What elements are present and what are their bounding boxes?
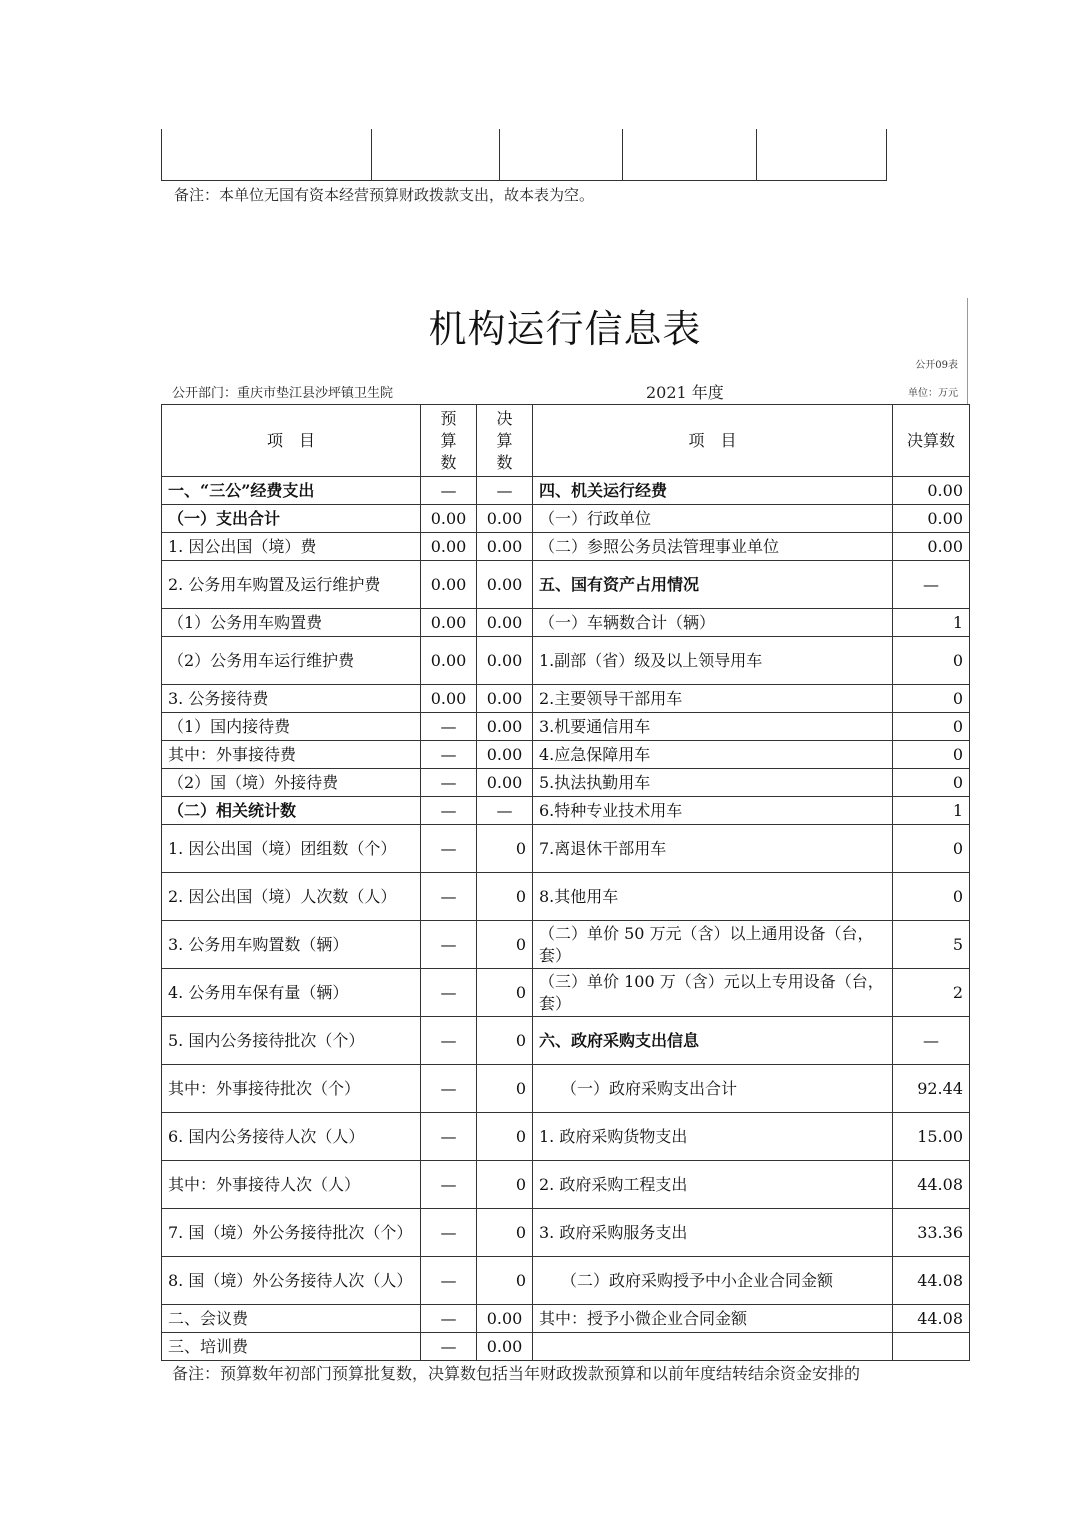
- row-budget: 0.00: [421, 561, 477, 609]
- row-budget: —: [421, 1257, 477, 1305]
- row-right-value: 15.00: [893, 1113, 970, 1161]
- row-budget: —: [421, 1113, 477, 1161]
- row-right-value: 2: [893, 969, 970, 1017]
- table-row: [162, 477, 970, 505]
- row-right-label: 2. 政府采购工程支出: [533, 1161, 893, 1209]
- row-budget: 0.00: [421, 609, 477, 637]
- row-right-label: （一）政府采购支出合计: [533, 1065, 893, 1113]
- table-row: [162, 713, 970, 741]
- row-label: 5. 国内公务接待批次（个）: [162, 1017, 421, 1065]
- row-budget: 0.00: [421, 533, 477, 561]
- table-row: [162, 1257, 970, 1305]
- table-row: [162, 1113, 970, 1161]
- row-label: 3. 公务接待费: [162, 685, 421, 713]
- row-right-label: [533, 1333, 893, 1361]
- row-right-value: —: [893, 1017, 970, 1065]
- year-label: 2021 年度: [646, 383, 724, 402]
- row-right-label: 7.离退休干部用车: [533, 825, 893, 873]
- row-final: 0: [477, 1257, 533, 1305]
- prev-cell: [757, 129, 887, 181]
- row-final: 0: [477, 1065, 533, 1113]
- row-label: 二、会议费: [162, 1305, 421, 1333]
- top-note: 备注：本单位无国有资本经营预算财政拨款支出，故本表为空。: [174, 186, 595, 204]
- row-right-value: 33.36: [893, 1209, 970, 1257]
- row-right-value: 0.00: [893, 505, 970, 533]
- row-budget: —: [421, 1017, 477, 1065]
- row-final: 0.00: [477, 637, 533, 685]
- table-row: [162, 609, 970, 637]
- row-final: 0.00: [477, 769, 533, 797]
- row-right-value: 0: [893, 769, 970, 797]
- prev-cell: [372, 129, 500, 181]
- bottom-note: 备注：预算数年初部门预算批复数，决算数包括当年财政拨款预算和以前年度结转结余资金安排的: [172, 1364, 861, 1383]
- row-right-value: 44.08: [893, 1161, 970, 1209]
- row-right-value: 0: [893, 873, 970, 921]
- row-final: 0.00: [477, 609, 533, 637]
- row-right-label: 8.其他用车: [533, 873, 893, 921]
- row-right-label: （三）单价 100 万（含）元以上专用设备（台，套）: [533, 969, 893, 1017]
- row-final: 0: [477, 1209, 533, 1257]
- title-side-line: [967, 298, 968, 404]
- table-row: [162, 741, 970, 769]
- row-final: —: [477, 477, 533, 505]
- table-row: [162, 533, 970, 561]
- row-right-value: 1: [893, 609, 970, 637]
- prev-cell: [623, 129, 757, 181]
- row-right-value: —: [893, 561, 970, 609]
- table-row: [162, 825, 970, 873]
- row-right-label: 六、政府采购支出信息: [533, 1017, 893, 1065]
- row-final: 0: [477, 969, 533, 1017]
- row-label: 其中：外事接待批次（个）: [162, 1065, 421, 1113]
- row-label: 2. 因公出国（境）人次数（人）: [162, 873, 421, 921]
- row-budget: —: [421, 873, 477, 921]
- row-budget: 0.00: [421, 685, 477, 713]
- row-right-value: 44.08: [893, 1305, 970, 1333]
- row-final: 0.00: [477, 741, 533, 769]
- table-row: [162, 561, 970, 609]
- row-final: 0.00: [477, 505, 533, 533]
- row-final: 0: [477, 825, 533, 873]
- row-budget: —: [421, 741, 477, 769]
- row-budget: 0.00: [421, 637, 477, 685]
- row-right-label: 6.特种专业技术用车: [533, 797, 893, 825]
- row-right-label: （一）行政单位: [533, 505, 893, 533]
- row-right-label: （一）车辆数合计（辆）: [533, 609, 893, 637]
- row-budget: —: [421, 1065, 477, 1113]
- row-label: 8. 国（境）外公务接待人次（人）: [162, 1257, 421, 1305]
- row-right-label: 1.副部（省）级及以上领导用车: [533, 637, 893, 685]
- row-label: 6. 国内公务接待人次（人）: [162, 1113, 421, 1161]
- row-right-value: 44.08: [893, 1257, 970, 1305]
- table-row: [162, 873, 970, 921]
- row-label: 一、“三公”经费支出: [162, 477, 421, 505]
- row-final: 0: [477, 1161, 533, 1209]
- header-final-right: 决算数: [893, 405, 970, 477]
- row-right-value: 0: [893, 713, 970, 741]
- form-code: 公开09表: [915, 360, 958, 371]
- table-row: [162, 1333, 970, 1361]
- row-label: 其中：外事接待费: [162, 741, 421, 769]
- row-final: 0: [477, 1113, 533, 1161]
- previous-table-fragment: [161, 129, 887, 181]
- row-budget: —: [421, 797, 477, 825]
- row-final: 0.00: [477, 533, 533, 561]
- row-budget: —: [421, 921, 477, 969]
- row-label: （1）国内接待费: [162, 713, 421, 741]
- table-row: [162, 1065, 970, 1113]
- row-right-value: 1: [893, 797, 970, 825]
- row-right-label: （二）单价 50 万元（含）以上通用设备（台，套）: [533, 921, 893, 969]
- row-label: （二）相关统计数: [162, 797, 421, 825]
- row-budget: —: [421, 713, 477, 741]
- table-row: [162, 969, 970, 1017]
- row-right-label: 其中：授予小微企业合同金额: [533, 1305, 893, 1333]
- row-right-label: 四、机关运行经费: [533, 477, 893, 505]
- row-final: 0: [477, 1017, 533, 1065]
- table-row: [162, 797, 970, 825]
- header-budget: 预算数: [421, 405, 477, 477]
- row-label: 3. 公务用车购置数（辆）: [162, 921, 421, 969]
- department-label: 公开部门：重庆市垫江县沙坪镇卫生院: [172, 386, 394, 401]
- table-row: [162, 1017, 970, 1065]
- row-budget: —: [421, 1333, 477, 1361]
- row-right-label: 5.执法执勤用车: [533, 769, 893, 797]
- institution-operation-table: [161, 404, 970, 1361]
- prev-cell: [162, 129, 372, 181]
- table-row: [162, 505, 970, 533]
- row-label: 7. 国（境）外公务接待批次（个）: [162, 1209, 421, 1257]
- row-final: 0.00: [477, 561, 533, 609]
- row-budget: —: [421, 769, 477, 797]
- row-budget: —: [421, 477, 477, 505]
- row-right-label: 4.应急保障用车: [533, 741, 893, 769]
- header-item-right: 项 目: [533, 405, 893, 477]
- row-budget: —: [421, 1209, 477, 1257]
- table-row: [162, 921, 970, 969]
- row-label: （2）国（境）外接待费: [162, 769, 421, 797]
- row-right-value: 0.00: [893, 477, 970, 505]
- header-final: 决算数: [477, 405, 533, 477]
- row-budget: —: [421, 969, 477, 1017]
- table-row: [162, 1161, 970, 1209]
- row-right-label: 1. 政府采购货物支出: [533, 1113, 893, 1161]
- table-row: [162, 637, 970, 685]
- row-right-label: （二）参照公务员法管理事业单位: [533, 533, 893, 561]
- unit-label: 单位：万元: [908, 388, 958, 399]
- row-right-value: 0: [893, 685, 970, 713]
- row-right-value: [893, 1333, 970, 1361]
- row-label: 其中：外事接待人次（人）: [162, 1161, 421, 1209]
- row-label: 三、培训费: [162, 1333, 421, 1361]
- table-row: [162, 769, 970, 797]
- row-label: 4. 公务用车保有量（辆）: [162, 969, 421, 1017]
- row-budget: —: [421, 1161, 477, 1209]
- table-header-row: [162, 405, 970, 477]
- row-right-value: 0: [893, 637, 970, 685]
- row-right-label: 3.机要通信用车: [533, 713, 893, 741]
- row-budget: —: [421, 825, 477, 873]
- row-right-value: 0.00: [893, 533, 970, 561]
- row-budget: —: [421, 1305, 477, 1333]
- row-final: 0: [477, 921, 533, 969]
- row-final: 0: [477, 873, 533, 921]
- row-right-value: 92.44: [893, 1065, 970, 1113]
- row-right-value: 5: [893, 921, 970, 969]
- row-final: 0.00: [477, 1333, 533, 1361]
- table-row: [162, 1209, 970, 1257]
- row-right-value: 0: [893, 825, 970, 873]
- row-label: （一）支出合计: [162, 505, 421, 533]
- row-label: 1. 因公出国（境）费: [162, 533, 421, 561]
- row-right-label: 2.主要领导干部用车: [533, 685, 893, 713]
- table-row: [162, 1305, 970, 1333]
- row-label: （2）公务用车运行维护费: [162, 637, 421, 685]
- page-title: 机构运行信息表: [428, 307, 702, 351]
- header-item: 项 目: [162, 405, 421, 477]
- row-right-label: 五、国有资产占用情况: [533, 561, 893, 609]
- row-final: —: [477, 797, 533, 825]
- row-right-label: （二）政府采购授予中小企业合同金额: [533, 1257, 893, 1305]
- table-row: [162, 685, 970, 713]
- prev-cell: [500, 129, 623, 181]
- row-final: 0.00: [477, 685, 533, 713]
- row-label: （1）公务用车购置费: [162, 609, 421, 637]
- row-final: 0.00: [477, 713, 533, 741]
- row-label: 1. 因公出国（境）团组数（个）: [162, 825, 421, 873]
- row-right-label: 3. 政府采购服务支出: [533, 1209, 893, 1257]
- row-final: 0.00: [477, 1305, 533, 1333]
- row-right-value: 0: [893, 741, 970, 769]
- row-label: 2. 公务用车购置及运行维护费: [162, 561, 421, 609]
- row-budget: 0.00: [421, 505, 477, 533]
